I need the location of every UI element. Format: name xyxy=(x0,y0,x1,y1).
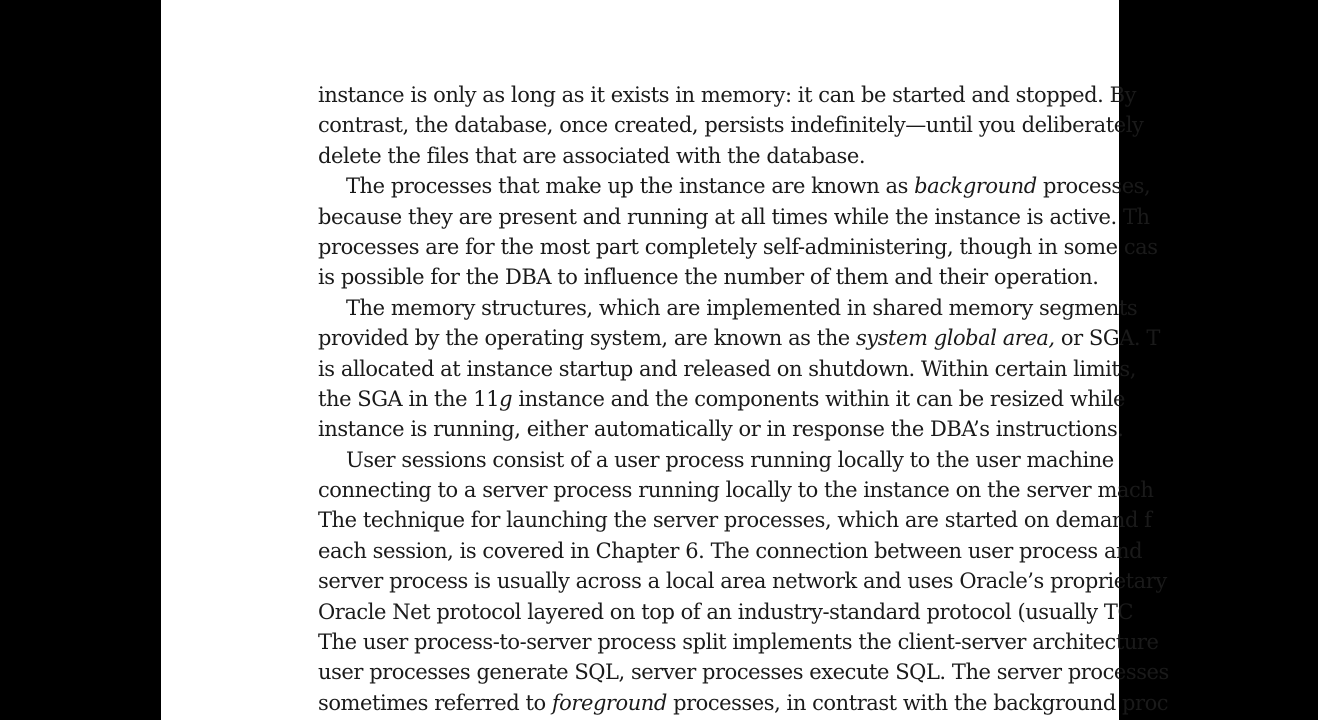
text-segment: User sessions consist of a user process running locally to the user machine xyxy=(346,447,1114,472)
text-segment: sometimes referred to xyxy=(318,690,552,715)
text-line xyxy=(318,141,1318,171)
body-text xyxy=(318,80,1318,718)
text-segment: server process is usually across a local area network and uses Oracle’s proprietary xyxy=(318,569,1167,594)
text-segment: user processes generate SQL, server processes execute SQL. The server processes xyxy=(318,660,1169,685)
text-segment: because they are present and running at all times while the instance is active. Th xyxy=(318,204,1150,229)
text-line xyxy=(318,232,1318,262)
text-segment: processes, in contrast with the background proc xyxy=(666,690,1169,715)
italic-term: g xyxy=(499,386,513,411)
text-segment: The memory structures, which are implemented in shared memory segments xyxy=(346,295,1138,320)
text-line xyxy=(318,293,1318,323)
text-segment: processes are for the most part completely self-administering, though in some cas xyxy=(318,234,1158,259)
text-segment: The processes that make up the instance are known as xyxy=(346,174,915,199)
text-line xyxy=(318,445,1318,475)
text-line xyxy=(318,171,1318,201)
text-segment: or SGA. T xyxy=(1054,326,1160,351)
text-line xyxy=(318,657,1318,687)
text-line xyxy=(318,323,1318,353)
text-segment: is possible for the DBA to influence the number of them and their operation. xyxy=(318,265,1099,290)
text-segment: delete the files that are associated with the database. xyxy=(318,143,866,168)
text-segment: Oracle Net protocol layered on top of an industry-standard protocol (usually TC xyxy=(318,599,1134,624)
text-segment: instance is only as long as it exists in memory: it can be started and stopped. By xyxy=(318,83,1136,107)
text-line xyxy=(318,80,1318,110)
text-line xyxy=(318,688,1318,718)
text-line xyxy=(318,536,1318,566)
italic-term: system global area, xyxy=(855,326,1055,351)
text-line xyxy=(318,354,1318,384)
italic-term: background xyxy=(914,174,1037,199)
text-line xyxy=(318,505,1318,535)
text-line xyxy=(318,475,1318,505)
text-segment: processes, xyxy=(1036,174,1151,199)
text-line xyxy=(318,384,1318,414)
book-page xyxy=(161,0,1169,720)
text-segment: instance and the components within it can be resized while xyxy=(512,386,1125,411)
text-line xyxy=(318,627,1318,657)
text-line xyxy=(318,110,1318,140)
text-segment: each session, is covered in Chapter 6. The connection between user process and xyxy=(318,538,1143,563)
italic-term: foreground xyxy=(551,690,667,715)
text-segment: instance is running, either automatically or in response the DBA’s instructions. xyxy=(318,417,1124,442)
text-line xyxy=(318,566,1318,596)
text-segment: is allocated at instance startup and released on shutdown. Within certain limits, xyxy=(318,356,1136,381)
text-segment: provided by the operating system, are known as the xyxy=(318,326,856,351)
text-segment: connecting to a server process running locally to the instance on the server mach xyxy=(318,478,1154,503)
text-segment: contrast, the database, once created, persists indefinitely—until you deliberately xyxy=(318,113,1144,138)
text-segment: the SGA in the 11 xyxy=(318,386,500,411)
text-line xyxy=(318,414,1318,444)
text-line xyxy=(318,202,1318,232)
text-line xyxy=(318,597,1318,627)
text-segment: The user process-to-server process split implements the client-server architecture xyxy=(318,630,1159,655)
text-line xyxy=(318,262,1318,292)
text-segment: The technique for launching the server processes, which are started on demand f xyxy=(318,508,1152,533)
